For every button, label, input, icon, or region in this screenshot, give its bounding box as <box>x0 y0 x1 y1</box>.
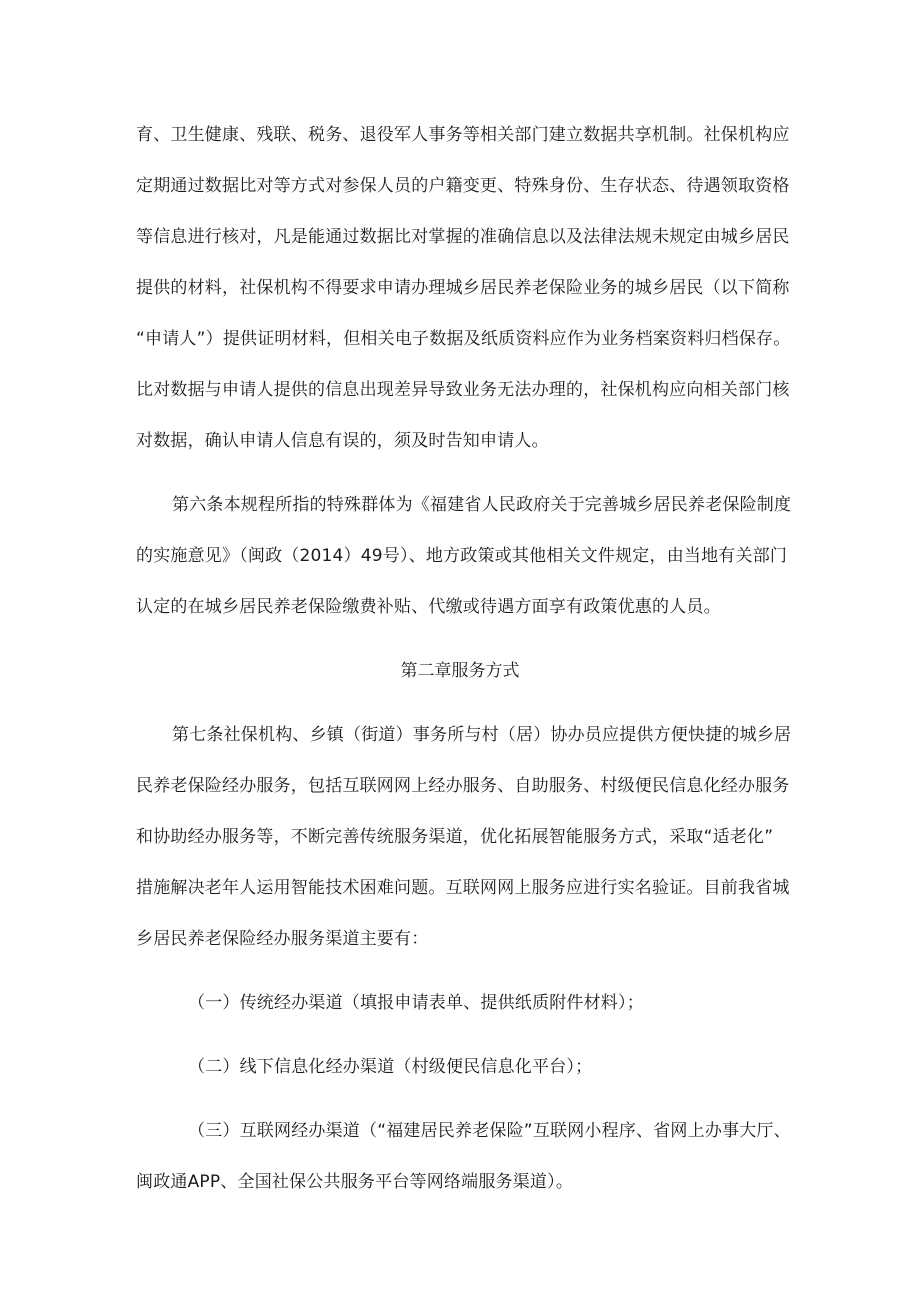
paragraph-line: 等信息进行核对，凡是能通过数据比对掌握的准确信息以及法律法规未规定由城乡居民 <box>136 227 790 247</box>
article-7-line: 措施解决老年人运用智能技术困难问题。互联网网上服务应进行实名验证。目前我省城 <box>136 878 790 898</box>
channel-item: （二）线下信息化经办渠道（村级便民信息化平台）； <box>188 1057 593 1077</box>
paragraph-line: 比对数据与申请人提供的信息出现差异导致业务无法办理的，社保机构应向相关部门核 <box>136 380 790 400</box>
channel-item-continued: 闽政通APP、全国社保公共服务平台等网络端服务渠道）。 <box>136 1172 574 1192</box>
article-6-line: 第六条本规程所指的特殊群体为《福建省人民政府关于完善城乡居民养老保险制度 <box>172 495 792 515</box>
article-7-line: 乡居民养老保险经办服务渠道主要有： <box>136 929 429 949</box>
article-7-line: 第七条社保机构、乡镇（街道）事务所与村（居）协办员应提供方便快捷的城乡居 <box>172 725 792 745</box>
paragraph-line: 对数据，确认申请人信息有误的，须及时告知申请人。 <box>136 431 549 451</box>
paragraph-line: 育、卫生健康、残联、税务、退役军人事务等相关部门建立数据共享机制。社保机构应 <box>136 125 790 145</box>
article-7-line: 和协助经办服务等，不断完善传统服务渠道，优化拓展智能服务方式，采取“适老化” <box>136 827 774 847</box>
article-7-line: 民养老保险经办服务，包括互联网网上经办服务、自助服务、村级便民信息化经办服务 <box>136 776 790 796</box>
channel-item: （三）互联网经办渠道（“福建居民养老保险”互联网小程序、省网上办事大厅、 <box>188 1121 791 1141</box>
chapter-heading: 第二章服务方式 <box>400 661 520 681</box>
paragraph-line: 定期通过数据比对等方式对参保人员的户籍变更、特殊身份、生存状态、待遇领取资格 <box>136 176 790 196</box>
article-6-line: 认定的在城乡居民养老保险缴费补贴、代缴或待遇方面享有政策优惠的人员。 <box>136 597 721 617</box>
channel-item: （一）传统经办渠道（填报申请表单、提供纸质附件材料）； <box>188 993 644 1013</box>
article-6-line: 的实施意见》（闽政（2014）49号）、地方政策或其他相关文件规定，由当地有关部门 <box>136 546 788 566</box>
paragraph-line: “申请人”）提供证明材料，但相关电子数据及纸质资料应作为业务档案资料归档保存。 <box>136 329 791 349</box>
paragraph-line: 提供的材料，社保机构不得要求申请办理城乡居民养老保险业务的城乡居民（以下简称 <box>136 278 790 298</box>
